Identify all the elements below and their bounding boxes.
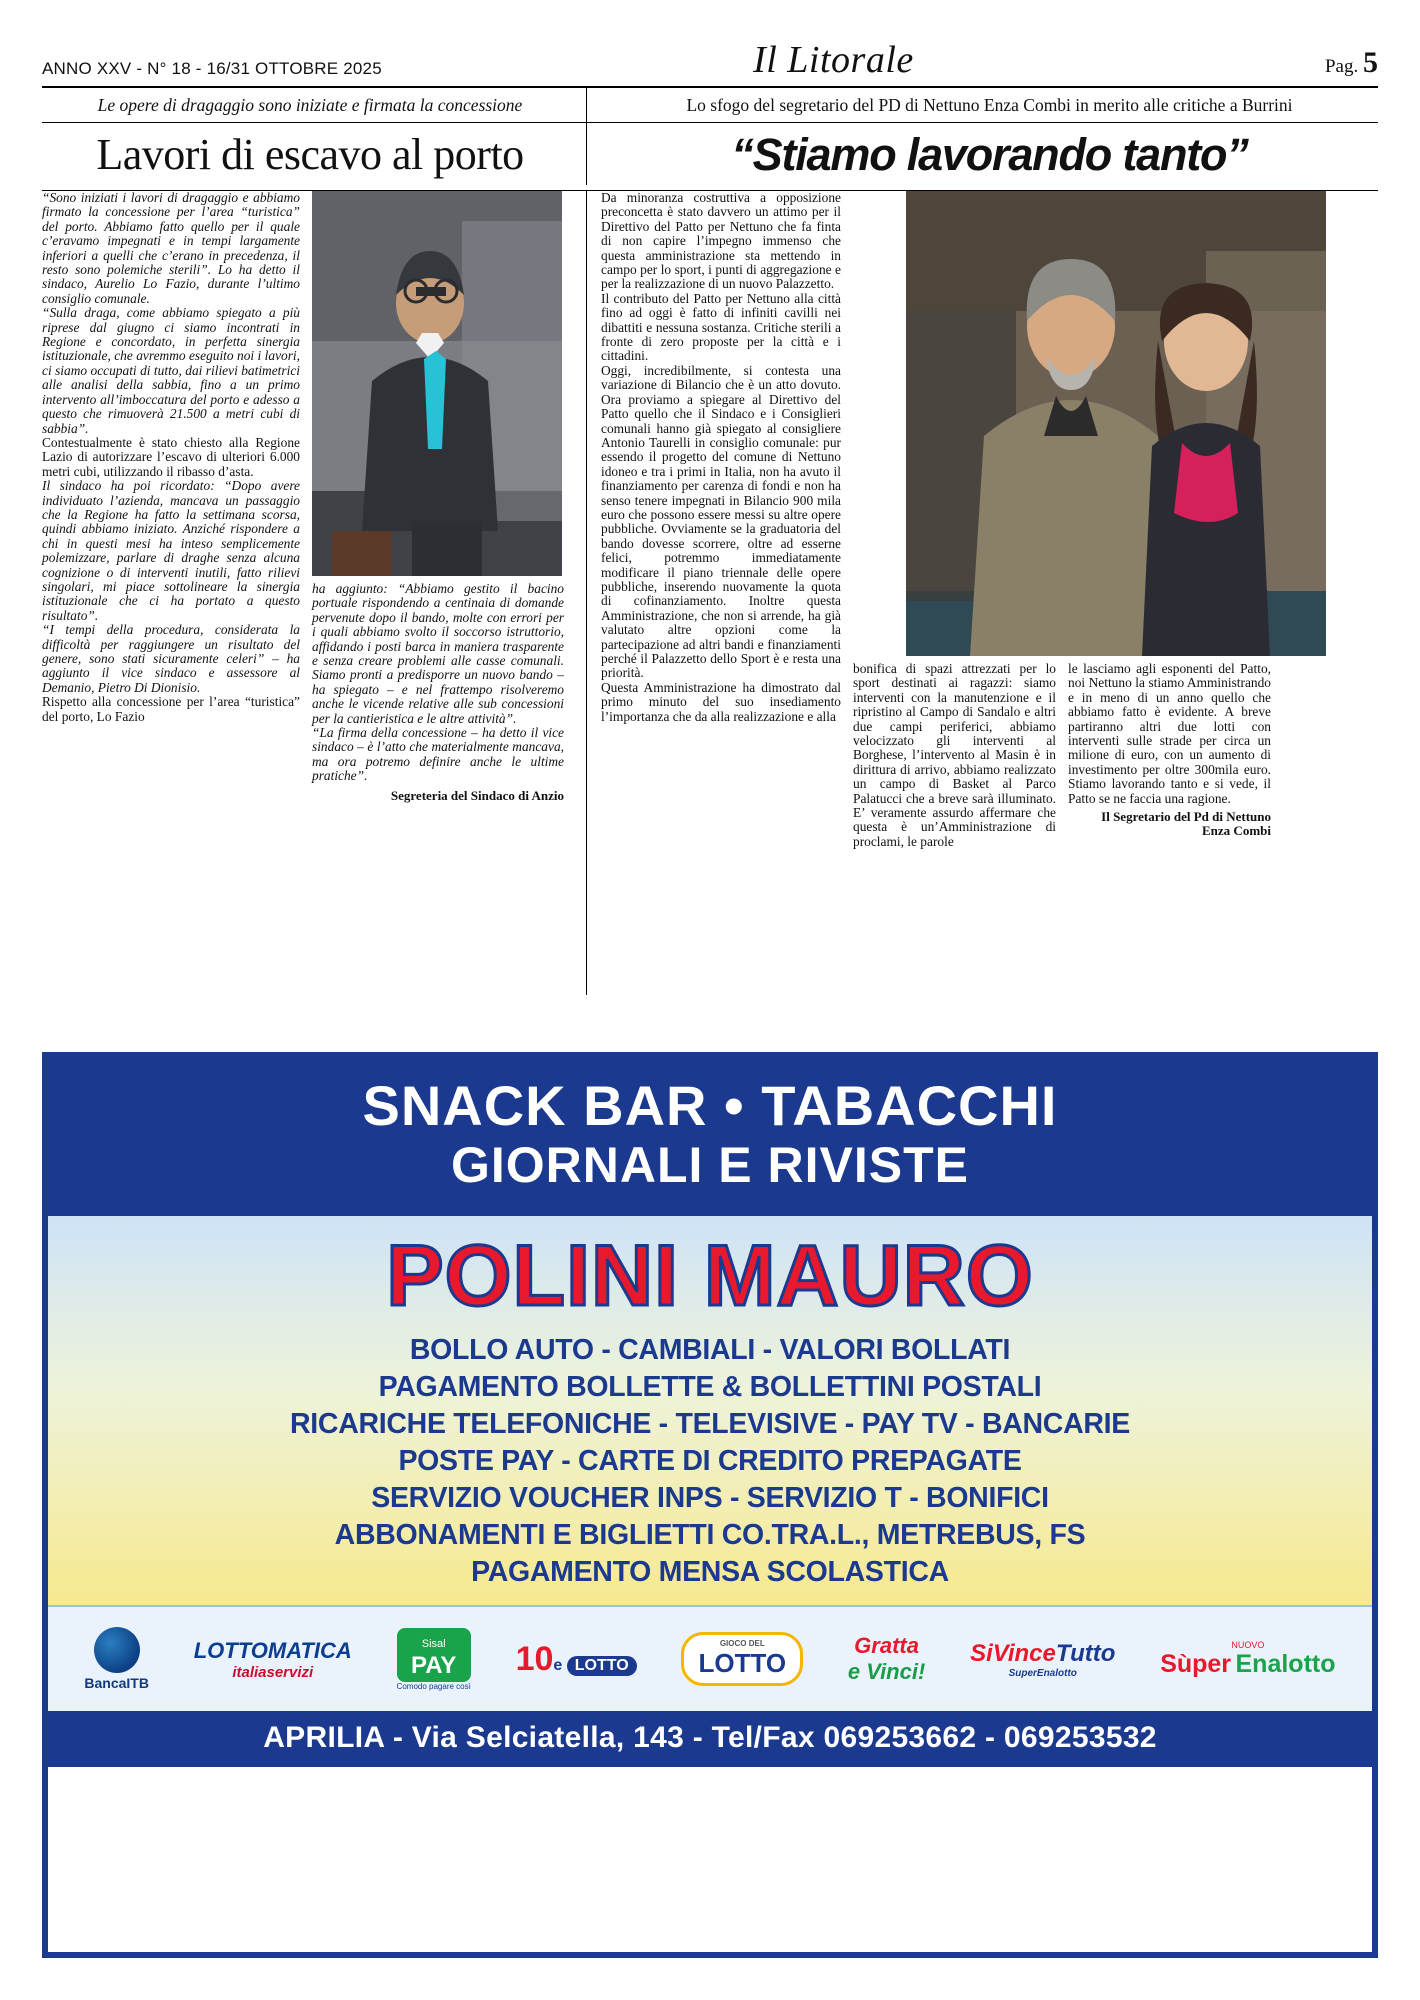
paragraph: Il contributo del Patto per Nettuno alla città fino ad oggi è fatto di infiniti cavilli nei dibattiti e nessuna sostanza. Critiche sterili a fronte di zero proposte per la città e i cittadini. [601, 290, 841, 364]
banca-itb-logo [84, 1627, 149, 1691]
logo-text-2: LOTTO [698, 1648, 787, 1678]
logo-text-1: Sisal [421, 1637, 446, 1650]
right-article-headline: “Stiamo lavorando tanto” [731, 129, 1248, 180]
logo-text-1: SiVince [970, 1639, 1056, 1667]
ad-business-name: POLINI MAURO [386, 1228, 1034, 1324]
paragraph: Oggi, incredibilmente, si contesta una variazione di Bilancio che è un atto dovuto. Ora proviamo a spiegare al Direttivo del Patto quello che il Sindaco e i Consiglieri comunali hanno già spiegato al consigliere Antonio Taurelli in consiglio comunale: pur essendo il progetto del comune di Nettuno idoneo e tra i primi in Italia, non ha avuto il finanziamento per carenza di fondi e non ha senso tenere impegnati in Bilancio 900 mila euro che possono essere messi su altre opere pubbliche. Ovviamente se la graduatoria del bando dovesse scorrere, oltre ad esserne felici, potremmo immediatamente modificare il piano triennale delle opere pubbliche, inserendo nuovamente la quota di cofinanziamento. Inoltre questa Amministrazione, che non si arrende, ha già valutato altre opzioni come la partecipazione ad altri bandi e finanziamenti perché il Palazzetto dello Sport è e resta una priorità. [601, 362, 841, 681]
logo-text-1: NUOVO [1231, 1639, 1265, 1650]
ad-header [48, 1058, 1372, 1216]
ad-services-list [58, 1332, 1362, 1591]
left-article [42, 191, 587, 995]
page-label: Pag. [1324, 56, 1359, 77]
right-article-photo-and-cols [853, 191, 1378, 849]
signature-line-1: Il Segretario del Pd di Nettuno [1101, 809, 1271, 825]
logo-text-2: Tutto [1055, 1639, 1116, 1667]
left-article-col2 [312, 191, 564, 804]
sisal-pay-logo [397, 1628, 471, 1691]
photo-illustration [312, 191, 562, 576]
paragraph: Questa Amministrazione ha dimostrato dal primo minuto del suo insediamento l’importanza che da alla realizzazione e alla [601, 679, 841, 724]
signature-line-2: Enza Combi [1202, 823, 1271, 839]
paragraph: le lasciamo agli esponenti del Patto, noi Nettuno la stiamo Amministrando e in meno di un anno quello che abbiamo fatto è evidente. A breve partiranno altri due lotti con interventi sulle strade per circa un milione di euro, con un aumento di investimento per oltre 300mila euro. Stiamo lavorando tanto e si vede, il Patto se ne faccia una ragione. [1068, 661, 1271, 806]
left-article-kicker: Le opere di dragaggio sono iniziate e firmata la concessione [42, 88, 587, 122]
ad-service-item: SERVIZIO VOUCHER INPS - SERVIZIO T - BONIFICI [371, 1482, 1049, 1514]
superenalotto-logo [1160, 1640, 1335, 1679]
ad-partner-logos [48, 1605, 1372, 1711]
gioco-del-lotto-logo [681, 1632, 803, 1686]
right-headline-wrap [587, 123, 1378, 185]
kicker-row [42, 88, 1378, 123]
right-article-col2 [853, 662, 1056, 849]
logo-text-2: e Vinci! [847, 1659, 926, 1684]
left-headline-wrap [42, 123, 587, 185]
swirl-icon [94, 1627, 140, 1673]
logo-text-2: Sùper [1160, 1649, 1232, 1678]
ad-service-item: ABBONAMENTI E BIGLIETTI CO.TRA.L., METREBUS, FS [334, 1519, 1086, 1551]
logo-text-2: ITB [126, 1675, 149, 1691]
paragraph: ha aggiunto: “Abbiamo gestito il bacino portuale rispondendo a centinaia di domande pervenute dopo il bando, molte con errori per i quali abbiamo svolto il soccorso istruttorio, affidando i posti barca in maniera trasparente e senza creare problemi alle casse comunali. Siamo pronti a predisporre un nuovo bando – ha spiegato – e nel frattempo risolveremo anche le vicende relative alle sub concessioni per la cantieristica e le altre attività”. [312, 581, 564, 726]
logo-text-2: italiaservizi [232, 1663, 314, 1681]
ad-body [48, 1216, 1372, 1605]
sivincetutto-logo [970, 1640, 1115, 1679]
left-article-signature: Segreteria del Sindaco di Anzio [390, 787, 564, 803]
photo-due-persone [906, 191, 1326, 656]
gratta-e-vinci-logo [848, 1633, 925, 1685]
advertisement [42, 1052, 1378, 1958]
right-article-col3 [1068, 662, 1271, 849]
10elotto-logo [516, 1640, 637, 1679]
paragraph: “La firma della concessione – ha detto il vice sindaco – è l’atto che materialmente mancava, ma ora potremo definire anche le ultime pratiche”. [312, 725, 564, 784]
ad-service-item: BOLLO AUTO - CAMBIALI - VALORI BOLLATI [409, 1334, 1011, 1366]
logo-text-2: PAY [411, 1651, 457, 1679]
paragraph: Contestualmente è stato chiesto alla Regione Lazio di autorizzare l’escavo di ulteriori 6.000 metri cubi, utilizzando il ribasso d’asta. [42, 434, 300, 479]
logo-text-3: Enalotto [1235, 1649, 1336, 1678]
logo-text-1: 10 [515, 1639, 554, 1678]
paragraph: bonifica di spazi attrezzati per lo sport destinati ai ragazzi: siamo interventi con la manutenzione e il ripristino al Campo di Sandalo e altri due campi periferici, abbiamo velocizzato gli interventi al Borghese, l’intervento al Masin è in dirittura di arrivo, abbiamo realizzato un campo di Basket al Parco Palatucci che a breve sarà illuminato. E’ veramente assurdo affermare che questa è un’Amministrazione di proclami, le parole [853, 661, 1056, 849]
paragraph: “I tempi della procedura, considerata la difficoltà per raggiungere un risultato del genere, sono stati sicuramente celeri” – ha aggiunto il vice sindaco e assessore al Demanio, Pietro Di Dionisio. [42, 622, 300, 695]
paragraph: Rispetto alla concessione per l’area “turistica” del porto, Lo Fazio [42, 694, 300, 724]
logo-text-3: Comodo pagare così [396, 1681, 471, 1691]
ad-service-item: PAGAMENTO MENSA SCOLASTICA [471, 1556, 949, 1588]
masthead [42, 38, 1378, 88]
left-article-col2-text [312, 582, 564, 784]
ad-top-line-1: SNACK BAR • TABACCHI [362, 1074, 1058, 1137]
ad-service-item: PAGAMENTO BOLLETTE & BOLLETTINI POSTALI [378, 1371, 1042, 1403]
paragraph: “Sono iniziati i lavori di dragaggio e abbiamo firmato la concessione per l’area “turistica” del porto. Abbiamo fatto quello per il quale c’eravamo impegnati e in tempi largamente inferiori a quelli che c’erano in precedenza, il resto sono polemiche sterili”. Lo ha detto il sindaco, Aurelio Lo Fazio, durante l’ultimo consiglio comunale. [42, 190, 300, 306]
logo-text-3: SuperEnalotto [1008, 1667, 1077, 1679]
logo-text-1: Banca [84, 1675, 127, 1691]
left-article-col1 [42, 191, 300, 804]
right-article-col1 [601, 191, 841, 849]
ad-address-footer: APRILIA - Via Selciatella, 143 - Tel/Fax 069253662 - 069253532 [48, 1711, 1372, 1767]
lottomatica-logo [194, 1638, 352, 1681]
paragraph: “Sulla draga, come abbiamo spiegato a più riprese dal giugno ci siamo incontrati in Regione e concordato, in perfetta sinergia istituzionale, che avremmo eseguito noi i lavori, ci siamo occupati di tutto, dai rilievi batimetrici alle analisi della sabbia, fino a un primo intervento all’imboccatura del porto e adesso a questo che rimuoverà 21.500 a metri cubi di sabbia”. [42, 305, 300, 436]
ad-top-line-2: GIORNALI E RIVISTE [450, 1137, 970, 1193]
issue-info: ANNO XXV - N° 18 - 16/31 OTTOBRE 2025 [42, 59, 382, 78]
ad-service-item: POSTE PAY - CARTE DI CREDITO PREPAGATE [398, 1445, 1022, 1477]
headline-row [42, 123, 1378, 185]
left-article-headline: Lavori di escavo al porto [96, 130, 524, 179]
photo-illustration [906, 191, 1326, 656]
right-article [587, 191, 1378, 995]
paragraph: Il sindaco ha poi ricordato: “Dopo avere individuato l’azienda, mancava un passaggio che la Regione ha fatto la settimana scorsa, quindi abbiamo iniziato. Anziché rispondere a chi in questi mesi ha inteso semplicemente polemizzare, parlare di draghe senza alcuna cognizione o di interventi inutili, fatto rilievi singolari, mi piace sottolineare la sinergia istituzionale che ci ha portato a questo risultato”. [42, 478, 300, 623]
page-indicator [1325, 46, 1378, 82]
logo-text-2: e [553, 1656, 563, 1674]
logo-text-1: LOTTOMATICA [193, 1637, 352, 1663]
paragraph: Da minoranza costruttiva a opposizione preconcetta è stato davvero un attimo per il Direttivo del Patto per Nettuno che fa finta di non capire l’impegno immenso che questa amministrazione sta mettendo in campo per lo sport, i punti di aggregazione e per la realizzazione di un nuovo Palazzetto. [601, 190, 841, 292]
logo-text-1: Gratta [854, 1633, 919, 1658]
page-number: 5 [1362, 46, 1378, 79]
photo-sindaco-consiglio [312, 191, 562, 576]
newspaper-title: Il Litorale [753, 39, 914, 81]
logo-text-1: GIOCO DEL [719, 1639, 765, 1648]
ad-service-item: RICARICHE TELEFONICHE - TELEVISIVE - PAY TV - BANCARIE [290, 1408, 1130, 1440]
right-article-kicker: Lo sfogo del segretario del PD di Nettuno Enza Combi in merito alle critiche a Burrini [686, 95, 1293, 115]
right-article-signature [1068, 810, 1271, 839]
logo-text-3: LOTTO [567, 1656, 637, 1676]
articles-area [42, 190, 1378, 995]
